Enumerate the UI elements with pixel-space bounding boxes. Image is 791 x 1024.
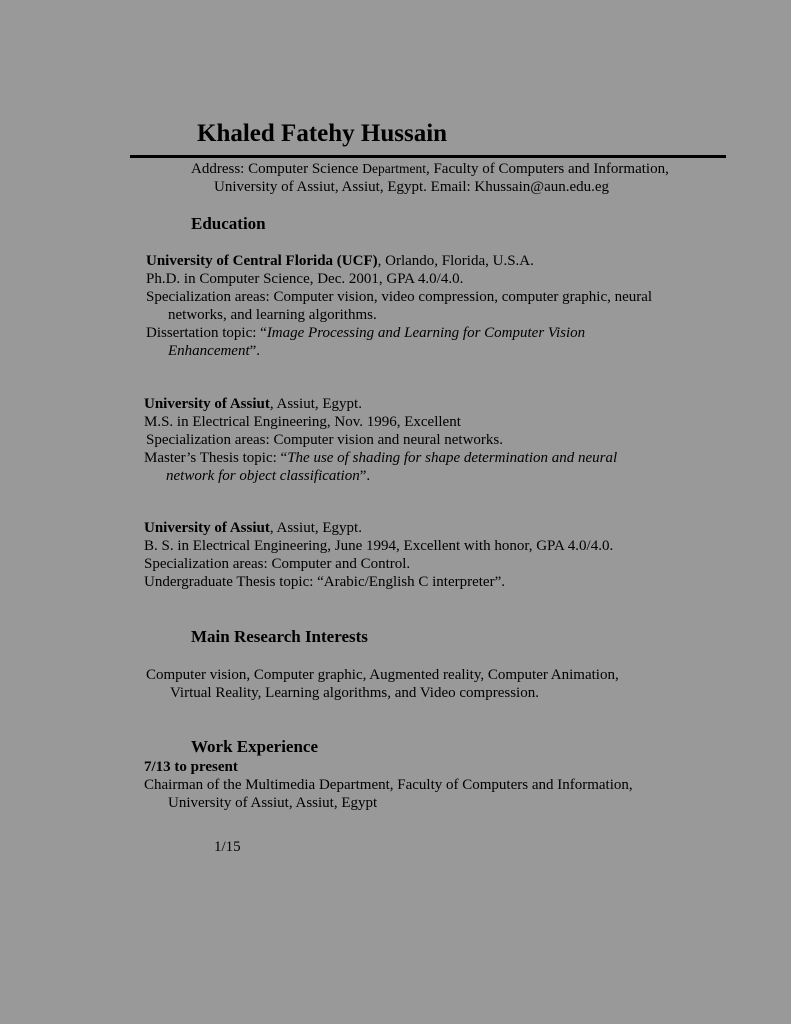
address-suffix: , Faculty of Computers and Information, <box>425 161 669 177</box>
ucf-location: , Orlando, Florida, U.S.A. <box>377 253 534 269</box>
work-heading: Work Experience <box>191 737 319 756</box>
ms-thesis-title-2: network for object classification <box>166 468 360 484</box>
bs-degree: B. S. in Electrical Engineering, June 1994, Excellent with honor, GPA 4.0/4.0. <box>144 538 614 554</box>
address-line-2: University of Assiut, Assiut, Egypt. Email: Khussain@aun.edu.eg <box>214 179 610 195</box>
ms-spec: Specialization areas: Computer vision and neural networks. <box>146 432 503 448</box>
ucf-thesis-title-1: Image Processing and Learning for Computer Vision <box>266 325 586 341</box>
work-line-2: University of Assiut, Assiut, Egypt <box>168 795 378 811</box>
bs-spec: Specialization areas: Computer and Control. <box>144 556 411 572</box>
ucf-degree: Ph.D. in Computer Science, Dec. 2001, GPA 4.0/4.0. <box>146 271 464 287</box>
research-line-2: Virtual Reality, Learning algorithms, and Video compression. <box>170 685 539 701</box>
education-heading: Education <box>191 214 266 233</box>
ms-thesis-line-2 <box>166 467 370 485</box>
bs-institution-line <box>144 519 362 537</box>
ucf-thesis-title-2: Enhancement <box>168 343 250 359</box>
bs-thesis: Undergraduate Thesis topic: “Arabic/English C interpreter”. <box>144 574 505 590</box>
address-line-1 <box>191 160 669 178</box>
page-number: 1/15 <box>214 839 241 855</box>
ms-degree: M.S. in Electrical Engineering, Nov. 1996, Excellent <box>144 414 461 430</box>
ucf-spec-line-1: Specialization areas: Computer vision, video compression, computer graphic, neural <box>146 289 653 305</box>
ucf-thesis-prefix: Dissertation topic: “ <box>146 325 267 341</box>
ucf-institution-line <box>146 252 534 270</box>
ucf-thesis-line-1 <box>146 324 585 342</box>
work-line-1: Chairman of the Multimedia Department, Faculty of Computers and Information, <box>144 777 633 793</box>
person-name: Khaled Fatehy Hussain <box>197 120 448 147</box>
ms-institution-line <box>144 395 362 413</box>
research-line-1: Computer vision, Computer graphic, Augmented reality, Computer Animation, <box>146 667 619 683</box>
ms-location: , Assiut, Egypt. <box>269 396 362 412</box>
address-dept: Department <box>362 161 426 176</box>
ms-thesis-suffix: ”. <box>359 468 371 484</box>
ms-institution: University of Assiut <box>144 396 270 412</box>
ucf-thesis-line-2 <box>168 342 260 360</box>
work-date: 7/13 to present <box>144 759 238 775</box>
bs-location: , Assiut, Egypt. <box>269 520 362 536</box>
ms-thesis-title-1: The use of shading for shape determination and neural <box>287 450 618 466</box>
ms-thesis-prefix: Master’s Thesis topic: “ <box>144 450 288 466</box>
ucf-institution: University of Central Florida (UCF) <box>146 253 378 269</box>
header-rule <box>130 155 726 158</box>
bs-institution: University of Assiut <box>144 520 270 536</box>
research-heading: Main Research Interests <box>191 627 368 646</box>
ucf-thesis-suffix: ”. <box>249 343 261 359</box>
ms-thesis-line-1 <box>144 449 617 467</box>
address-prefix: Address: Computer Science <box>191 161 363 177</box>
ucf-spec-line-2: networks, and learning algorithms. <box>168 307 377 323</box>
